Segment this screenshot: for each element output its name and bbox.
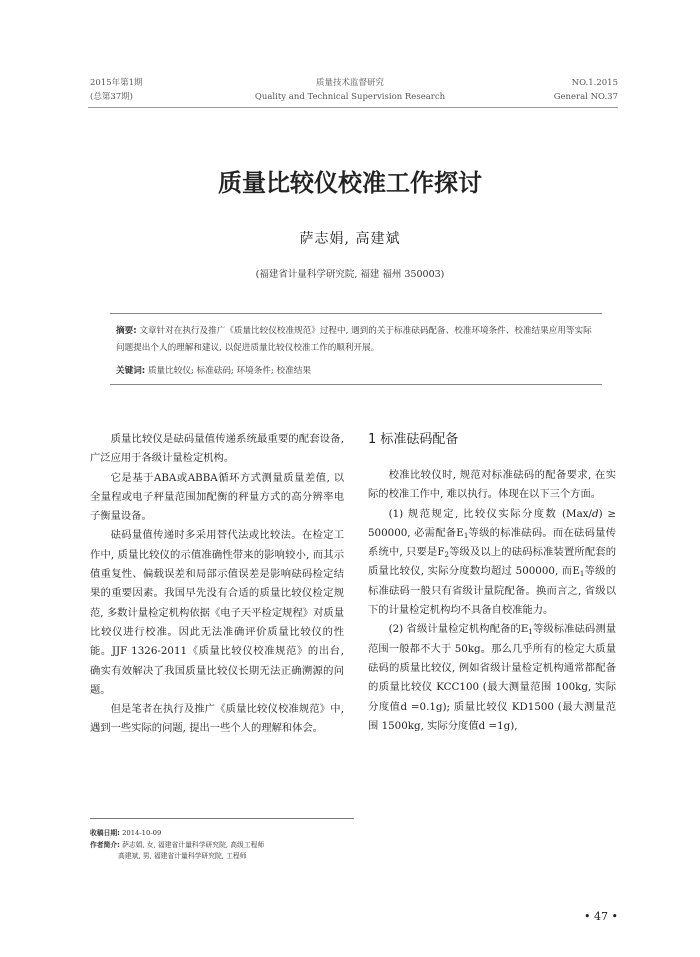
section-heading: 1 标准砝码配备 [368,432,459,447]
paper-title: 质量比较仪校准工作探讨 [218,169,482,197]
journal-name-cn: 质量技术监督研究 [315,78,384,88]
abstract-label: 摘要: [116,326,137,336]
journal-number-line: NO.1.2015 [571,78,618,88]
intro-paragraph: 砝码量值传递时多采用替代法或比较法。在检定工作中, 质量比较仪的示值准确性带来的影响较小, 而其示值重复性、偏载误差和局部示值误差是影响砝码检定结果的重要因素。我国早先没有合适的质量比较仪检定规范, 多数计量检定机构依据《电子天平检定规程》对质量比较仪进行校准。因此无法准确评价质量比较仪的性能。JJF 1326-2011《质量比较仪校准规范》的出台, 确实有效解决了我国质量比较仪长期无法正确溯源的问题。 [90,529,344,696]
journal-general-number: General NO.37 [553,92,618,102]
paper-authors: 萨志娟, 高建斌 [299,231,401,247]
issue-total-line: (总第37期) [90,92,133,102]
intro-paragraph: 它是基于ABA或ABBA循环方式测量质量差值, 以全量程或电子秤量范围加配衡的秤量方式的高分辨率电子衡量设备。 [90,471,344,523]
intro-paragraph: 质量比较仪是砝码量值传递系统最重要的配套设备, 广泛应用于各级计量检定机构。 [90,433,344,465]
issue-line: 2015年第1期 [90,78,143,88]
section-paragraph: (2) 省级计量检定机构配备的$E_1$等级标准砝码测量范围一般都不大于 50kg。那么几乎所有的检定大质量砝码的质量比较仪, 例如省级计量检定机构通常都配备的质量比较仪 KCC100 (最大测量范围 100kg, 实际分度值d =0.1g); 质量比较仪 KD1500 (最大测量范围 1500kg, 实际分度值d =1g), [368,623,617,732]
footnote [90,828,390,863]
received-date: 收稿日期: 2014-10-09 [90,829,162,837]
header-divider [88,107,618,108]
intro-paragraph: 但是笔者在执行及推广《质量比较仪校准规范》中, 遇到一些实际的问题, 提出一些个人的理解和体会。 [90,703,344,735]
abstract [116,323,596,357]
keywords-text: 质量比较仪; 标准砝码; 环境条件; 校准结果 [147,366,311,376]
page-number: • 47 • [584,910,618,923]
keywords-label: 关键词: [116,366,146,376]
abstract-text: 文章针对在执行及推广《质量比较仪校准规范》过程中, 遇到的关于标准砝码配备、校准环境条件、校准结果应用等实际问题提出个人的理解和建议, 以促进质量比较仪校准工作的顺利开展。 [116,326,592,353]
author-bio-continued: 高建斌, 男, 福建省计量科学研究院, 工程师 [118,852,247,860]
section-paragraph: 校准比较仪时, 规范对标准砝码的配备要求, 在实际的校准工作中, 难以执行。体现在以下三个方面。 [368,469,616,501]
left-column [90,430,344,739]
section-paragraph: (1) 规范规定, 比较仪实际分度数 (Max/d) ≥ 500000, 必需配备$E_1$等级的标准砝码。而在砝码量传系统中, 只要是$F_2$等级及以上的砝码标准装置所配套的质量比较仪, 实际分度数均超过 500000, 而$E_1$等级的标准砝码一般只有省级计量院配备。换而言之, 省级以下的计量检定机构均不具备自校准能力。 [368,507,617,617]
journal-name-en: Quality and Technical Supervision Research [254,92,446,102]
paper-affiliation: (福建省计量科学研究院, 福建 福州 350003) [255,269,445,280]
author-bio: 作者简介: 萨志娟, 女, 福建省计量科学研究院, 高级工程师 [90,840,265,849]
footnote-divider [90,818,354,819]
keywords [116,364,311,376]
journal-number [554,76,618,104]
right-column [368,430,616,736]
